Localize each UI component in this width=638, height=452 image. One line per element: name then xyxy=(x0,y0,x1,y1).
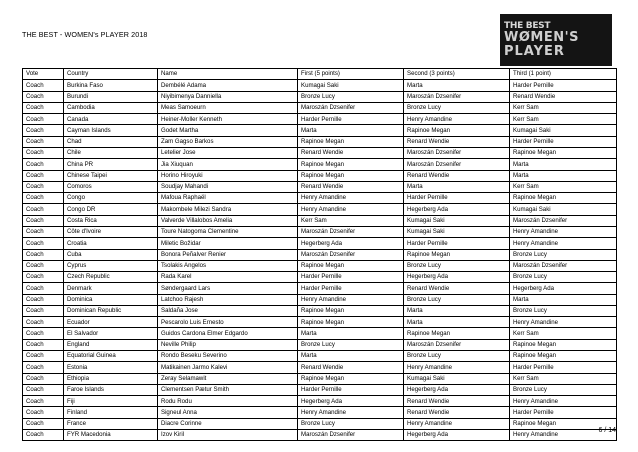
table-row xyxy=(23,91,617,102)
third-choice-cell: Kerr Sam xyxy=(510,373,617,384)
name-cell: Meas Samoeurn xyxy=(158,102,298,113)
name-cell: Valverde Villalobos Amelia xyxy=(158,215,298,226)
vote-cell: Coach xyxy=(23,170,64,181)
first-choice-cell: Renard Wendie xyxy=(298,181,404,192)
country-cell: Dominica xyxy=(64,294,158,305)
name-cell: Latchoo Rajesh xyxy=(158,294,298,305)
vote-cell: Coach xyxy=(23,80,64,91)
table-row xyxy=(23,351,617,362)
name-cell: Rondo Beseku Severino xyxy=(158,351,298,362)
first-choice-cell: Rapinoe Megan xyxy=(298,373,404,384)
header-third: Third (1 point) xyxy=(510,69,617,80)
logo-line-2: WØMEN'S xyxy=(504,30,579,45)
document-title: THE BEST - WOMEN's PLAYER 2018 xyxy=(22,30,148,39)
vote-cell: Coach xyxy=(23,125,64,136)
name-cell: Signeul Anna xyxy=(158,407,298,418)
vote-cell: Coach xyxy=(23,181,64,192)
name-cell: Neville Philip xyxy=(158,339,298,350)
name-cell: Diacre Corinne xyxy=(158,418,298,429)
third-choice-cell: Bronze Lucy xyxy=(510,272,617,283)
third-choice-cell: Maroszán Dzsenifer xyxy=(510,215,617,226)
country-cell: Congo DR xyxy=(64,204,158,215)
name-cell: Saldaña Jose xyxy=(158,305,298,316)
second-choice-cell: Kumagai Saki xyxy=(404,215,510,226)
third-choice-cell: Kerr Sam xyxy=(510,181,617,192)
first-choice-cell: Bronze Lucy xyxy=(298,339,404,350)
vote-cell: Coach xyxy=(23,305,64,316)
country-cell: Dominican Republic xyxy=(64,305,158,316)
second-choice-cell: Rapinoe Megan xyxy=(404,328,510,339)
country-cell: Costa Rica xyxy=(64,215,158,226)
third-choice-cell: Hegerberg Ada xyxy=(510,283,617,294)
country-cell: Burundi xyxy=(64,91,158,102)
vote-cell: Coach xyxy=(23,328,64,339)
country-cell: Chile xyxy=(64,147,158,158)
table-row xyxy=(23,418,617,429)
third-choice-cell: Henry Amandine xyxy=(510,317,617,328)
vote-cell: Coach xyxy=(23,362,64,373)
table-row xyxy=(23,125,617,136)
third-choice-cell: Kumagai Saki xyxy=(510,204,617,215)
first-choice-cell: Harder Pernille xyxy=(298,272,404,283)
first-choice-cell: Rapinoe Megan xyxy=(298,170,404,181)
country-cell: Denmark xyxy=(64,283,158,294)
third-choice-cell: Rapinoe Megan xyxy=(510,339,617,350)
name-cell: Bonora Peñalver Renier xyxy=(158,249,298,260)
second-choice-cell: Marta xyxy=(404,80,510,91)
logo-line-3: PLAYER xyxy=(504,44,565,59)
second-choice-cell: Kumagai Saki xyxy=(404,373,510,384)
table-row xyxy=(23,215,617,226)
third-choice-cell: Rapinoe Megan xyxy=(510,147,617,158)
name-cell: Jia Xiuquan xyxy=(158,159,298,170)
first-choice-cell: Rapinoe Megan xyxy=(298,159,404,170)
country-cell: China PR xyxy=(64,159,158,170)
vote-cell: Coach xyxy=(23,294,64,305)
name-cell: Niyibimenya Danniella xyxy=(158,91,298,102)
header-name: Name xyxy=(158,69,298,80)
country-cell: Finland xyxy=(64,407,158,418)
third-choice-cell: Harder Pernille xyxy=(510,136,617,147)
second-choice-cell: Rapinoe Megan xyxy=(404,125,510,136)
third-choice-cell: Henry Amandine xyxy=(510,396,617,407)
name-cell: Matikainen Jarmo Kalevi xyxy=(158,362,298,373)
country-cell: Cuba xyxy=(64,249,158,260)
name-cell: Godet Martha xyxy=(158,125,298,136)
vote-cell: Coach xyxy=(23,159,64,170)
third-choice-cell: Kerr Sam xyxy=(510,328,617,339)
table-row xyxy=(23,204,617,215)
vote-cell: Coach xyxy=(23,102,64,113)
name-cell: Rada Karel xyxy=(158,272,298,283)
table-row xyxy=(23,305,617,316)
table-row xyxy=(23,147,617,158)
vote-cell: Coach xyxy=(23,147,64,158)
second-choice-cell: Bronze Lucy xyxy=(404,351,510,362)
country-cell: Burkina Faso xyxy=(64,80,158,91)
second-choice-cell: Bronze Lucy xyxy=(404,260,510,271)
table-row xyxy=(23,283,617,294)
table-row xyxy=(23,294,617,305)
country-cell: Ethiopia xyxy=(64,373,158,384)
name-cell: Heiner-Moller Kenneth xyxy=(158,114,298,125)
name-cell: Zeray Selamawit xyxy=(158,373,298,384)
table-row xyxy=(23,407,617,418)
name-cell: Miletic Božidar xyxy=(158,238,298,249)
third-choice-cell: Rapinoe Megan xyxy=(510,193,617,204)
vote-cell: Coach xyxy=(23,384,64,395)
first-choice-cell: Harder Pernille xyxy=(298,114,404,125)
first-choice-cell: Rapinoe Megan xyxy=(298,317,404,328)
country-cell: Equatorial Guinea xyxy=(64,351,158,362)
first-choice-cell: Marta xyxy=(298,351,404,362)
first-choice-cell: Hegerberg Ada xyxy=(298,238,404,249)
second-choice-cell: Maroszán Dzsenifer xyxy=(404,147,510,158)
country-cell: England xyxy=(64,339,158,350)
page-number: 6 / 14 xyxy=(598,427,616,434)
second-choice-cell: Renard Wendie xyxy=(404,396,510,407)
vote-cell: Coach xyxy=(23,91,64,102)
country-cell: Canada xyxy=(64,114,158,125)
header-second: Second (3 points) xyxy=(404,69,510,80)
first-choice-cell: Maroszán Dzsenifer xyxy=(298,102,404,113)
table-row xyxy=(23,181,617,192)
vote-cell: Coach xyxy=(23,215,64,226)
second-choice-cell: Hegerberg Ada xyxy=(404,272,510,283)
vote-cell: Coach xyxy=(23,373,64,384)
table-row xyxy=(23,102,617,113)
name-cell: Letelier Jose xyxy=(158,147,298,158)
first-choice-cell: Rapinoe Megan xyxy=(298,260,404,271)
third-choice-cell: Marta xyxy=(510,294,617,305)
second-choice-cell: Henry Amandine xyxy=(404,418,510,429)
country-cell: France xyxy=(64,418,158,429)
second-choice-cell: Hegerberg Ada xyxy=(404,384,510,395)
first-choice-cell: Maroszán Dzsenifer xyxy=(298,249,404,260)
first-choice-cell: Rapinoe Megan xyxy=(298,305,404,316)
second-choice-cell: Bronze Lucy xyxy=(404,102,510,113)
second-choice-cell: Renard Wendie xyxy=(404,407,510,418)
country-cell: Ecuador xyxy=(64,317,158,328)
third-choice-cell: Bronze Lucy xyxy=(510,249,617,260)
first-choice-cell: Marta xyxy=(298,125,404,136)
first-choice-cell: Harder Pernille xyxy=(298,384,404,395)
vote-cell: Coach xyxy=(23,430,64,441)
third-choice-cell: Bronze Lucy xyxy=(510,305,617,316)
table-row xyxy=(23,430,617,441)
third-choice-cell: Henry Amandine xyxy=(510,238,617,249)
header-vote: Vote xyxy=(23,69,64,80)
third-choice-cell: Kumagai Saki xyxy=(510,125,617,136)
table-row xyxy=(23,339,617,350)
third-choice-cell: Harder Pernille xyxy=(510,362,617,373)
table-row xyxy=(23,159,617,170)
second-choice-cell: Renard Wendie xyxy=(404,170,510,181)
table-header-row xyxy=(23,69,617,80)
vote-cell: Coach xyxy=(23,114,64,125)
country-cell: El Salvador xyxy=(64,328,158,339)
logo-line-1: THE BEST xyxy=(504,21,551,31)
table-row xyxy=(23,226,617,237)
second-choice-cell: Henry Amandine xyxy=(404,114,510,125)
country-cell: Croatia xyxy=(64,238,158,249)
first-choice-cell: Henry Amandine xyxy=(298,407,404,418)
table-row xyxy=(23,384,617,395)
first-choice-cell: Henry Amandine xyxy=(298,294,404,305)
table-row xyxy=(23,170,617,181)
table-row xyxy=(23,328,617,339)
second-choice-cell: Marta xyxy=(404,317,510,328)
third-choice-cell: Marta xyxy=(510,170,617,181)
name-cell: Zam Gagso Barkos xyxy=(158,136,298,147)
table-row xyxy=(23,362,617,373)
vote-cell: Coach xyxy=(23,238,64,249)
name-cell: Horino Hiroyuki xyxy=(158,170,298,181)
table-row xyxy=(23,373,617,384)
name-cell: Guidos Cardona Elmer Edgardo xyxy=(158,328,298,339)
country-cell: Chinese Taipei xyxy=(64,170,158,181)
vote-cell: Coach xyxy=(23,272,64,283)
third-choice-cell: Maroszán Dzsenifer xyxy=(510,260,617,271)
name-cell: Clementsen Pætur Smith xyxy=(158,384,298,395)
first-choice-cell: Renard Wendie xyxy=(298,147,404,158)
country-cell: Comoros xyxy=(64,181,158,192)
vote-cell: Coach xyxy=(23,339,64,350)
name-cell: Tsolakis Angelos xyxy=(158,260,298,271)
second-choice-cell: Bronze Lucy xyxy=(404,294,510,305)
third-choice-cell: Marta xyxy=(510,159,617,170)
third-choice-cell: Bronze Lucy xyxy=(510,384,617,395)
name-cell: Dembélé Adama xyxy=(158,80,298,91)
table-row xyxy=(23,317,617,328)
first-choice-cell: Maroszán Dzsenifer xyxy=(298,226,404,237)
second-choice-cell: Renard Wendie xyxy=(404,283,510,294)
name-cell: Izov Kiril xyxy=(158,430,298,441)
table-body xyxy=(23,80,617,441)
vote-cell: Coach xyxy=(23,418,64,429)
country-cell: Congo xyxy=(64,193,158,204)
name-cell: Pescarolo Luis Ernesto xyxy=(158,317,298,328)
third-choice-cell: Harder Pernille xyxy=(510,407,617,418)
country-cell: Estonia xyxy=(64,362,158,373)
first-choice-cell: Renard Wendie xyxy=(298,362,404,373)
second-choice-cell: Hegerberg Ada xyxy=(404,430,510,441)
third-choice-cell: Kerr Sam xyxy=(510,102,617,113)
table-row xyxy=(23,396,617,407)
first-choice-cell: Maroszán Dzsenifer xyxy=(298,430,404,441)
first-choice-cell: Henry Amandine xyxy=(298,204,404,215)
third-choice-cell: Rapinoe Megan xyxy=(510,418,617,429)
table-row xyxy=(23,136,617,147)
second-choice-cell: Henry Amandine xyxy=(404,362,510,373)
vote-cell: Coach xyxy=(23,226,64,237)
vote-cell: Coach xyxy=(23,407,64,418)
second-choice-cell: Renard Wendie xyxy=(404,136,510,147)
second-choice-cell: Hegerberg Ada xyxy=(404,204,510,215)
table-row xyxy=(23,260,617,271)
second-choice-cell: Maroszán Dzsenifer xyxy=(404,339,510,350)
first-choice-cell: Rapinoe Megan xyxy=(298,136,404,147)
second-choice-cell: Harder Pernille xyxy=(404,193,510,204)
votes-table xyxy=(22,68,617,441)
third-choice-cell: Rapinoe Megan xyxy=(510,351,617,362)
table-row xyxy=(23,238,617,249)
vote-cell: Coach xyxy=(23,136,64,147)
second-choice-cell: Kumagai Saki xyxy=(404,226,510,237)
name-cell: Søndergaard Lars xyxy=(158,283,298,294)
country-cell: Czech Republic xyxy=(64,272,158,283)
country-cell: FYR Macedonia xyxy=(64,430,158,441)
first-choice-cell: Henry Amandine xyxy=(298,193,404,204)
second-choice-cell: Rapinoe Megan xyxy=(404,249,510,260)
second-choice-cell: Maroszán Dzsenifer xyxy=(404,159,510,170)
country-cell: Cayman Islands xyxy=(64,125,158,136)
table-row xyxy=(23,249,617,260)
third-choice-cell: Henry Amandine xyxy=(510,430,617,441)
country-cell: Faroe Islands xyxy=(64,384,158,395)
country-cell: Cyprus xyxy=(64,260,158,271)
name-cell: Rodu Rodu xyxy=(158,396,298,407)
header-country: Country xyxy=(64,69,158,80)
vote-cell: Coach xyxy=(23,193,64,204)
second-choice-cell: Marta xyxy=(404,305,510,316)
first-choice-cell: Marta xyxy=(298,328,404,339)
vote-cell: Coach xyxy=(23,283,64,294)
name-cell: Mafoua Raphaël xyxy=(158,193,298,204)
table-row xyxy=(23,272,617,283)
third-choice-cell: Renard Wendie xyxy=(510,91,617,102)
second-choice-cell: Marta xyxy=(404,181,510,192)
first-choice-cell: Kumagai Saki xyxy=(298,80,404,91)
country-cell: Fiji xyxy=(64,396,158,407)
country-cell: Côte d'Ivoire xyxy=(64,226,158,237)
vote-cell: Coach xyxy=(23,351,64,362)
first-choice-cell: Harder Pernille xyxy=(298,283,404,294)
vote-cell: Coach xyxy=(23,260,64,271)
country-cell: Chad xyxy=(64,136,158,147)
vote-cell: Coach xyxy=(23,317,64,328)
table-row xyxy=(23,114,617,125)
country-cell: Cambodia xyxy=(64,102,158,113)
first-choice-cell: Hegerberg Ada xyxy=(298,396,404,407)
second-choice-cell: Harder Pernille xyxy=(404,238,510,249)
the-best-womens-player-logo xyxy=(500,14,612,66)
third-choice-cell: Harder Pernille xyxy=(510,80,617,91)
first-choice-cell: Kerr Sam xyxy=(298,215,404,226)
table-row xyxy=(23,80,617,91)
header-first: First (5 points) xyxy=(298,69,404,80)
vote-cell: Coach xyxy=(23,249,64,260)
first-choice-cell: Bronze Lucy xyxy=(298,91,404,102)
name-cell: Toure Natogoma Clementine xyxy=(158,226,298,237)
name-cell: Makombele Milezi Sandra xyxy=(158,204,298,215)
second-choice-cell: Maroszán Dzsenifer xyxy=(404,91,510,102)
vote-cell: Coach xyxy=(23,396,64,407)
first-choice-cell: Bronze Lucy xyxy=(298,418,404,429)
third-choice-cell: Henry Amandine xyxy=(510,226,617,237)
third-choice-cell: Kerr Sam xyxy=(510,114,617,125)
vote-cell: Coach xyxy=(23,204,64,215)
name-cell: Soudjay Mahandi xyxy=(158,181,298,192)
table-row xyxy=(23,193,617,204)
